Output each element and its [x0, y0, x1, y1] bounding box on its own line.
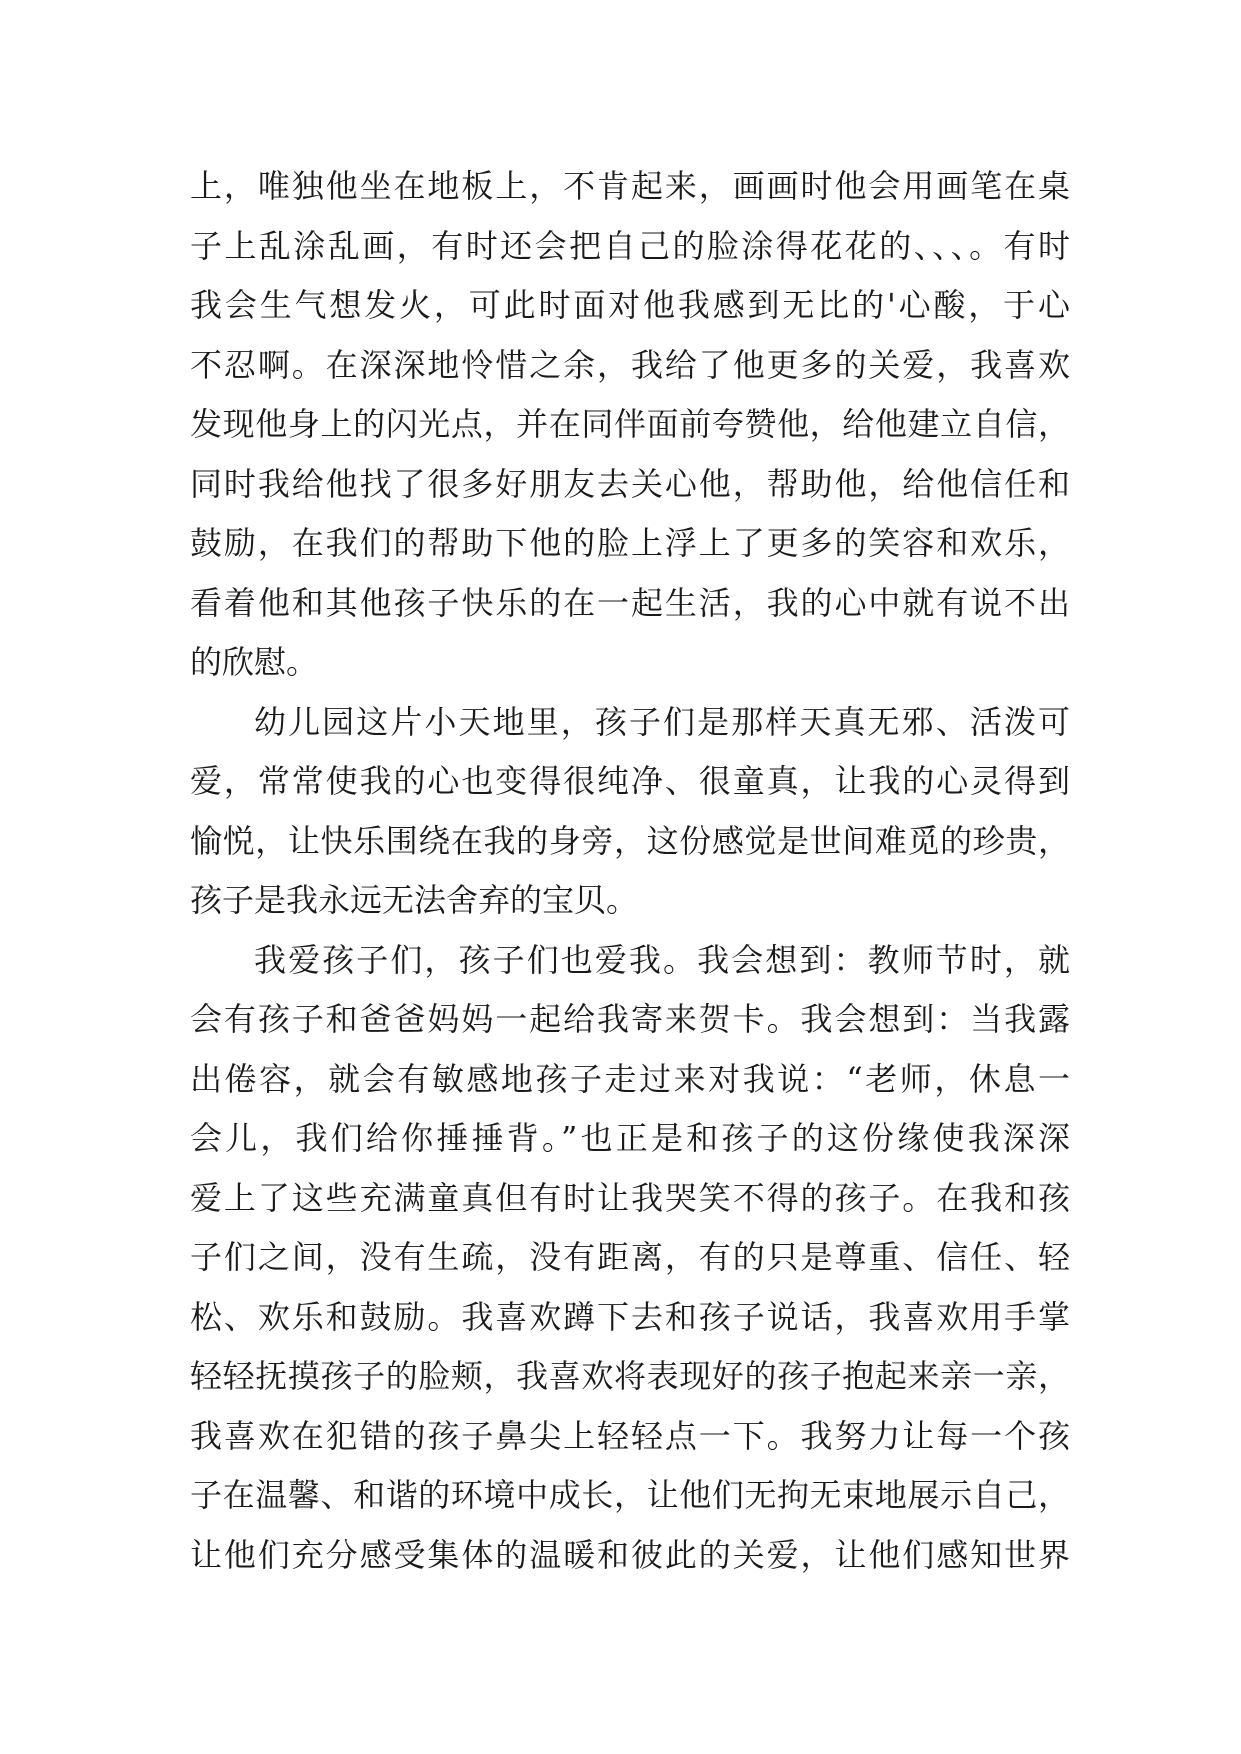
- text-line: 子在温馨、和谐的环境中成长，让他们无拘无束地展示自己，: [190, 1476, 1070, 1514]
- text-line: 发现他身上的闪光点，并在同伴面前夸赞他，给他建立自信，: [190, 405, 1070, 443]
- text-line: 出倦容，就会有敏感地孩子走过来对我说：“老师，休息一: [190, 1059, 1070, 1098]
- text-line: 子上乱涂乱画，有时还会把自己的脸涂得花花的、、、。有时: [190, 226, 1070, 265]
- text-line: 我会生气想发火，可此时面对他我感到无比的'心酸，于心: [190, 286, 1070, 324]
- text-line: 会儿，我们给你捶捶背。”也正是和孩子的这份缘使我深深: [190, 1119, 1070, 1157]
- text-line: 会有孩子和爸爸妈妈一起给我寄来贺卡。我会想到：当我露: [190, 1000, 1070, 1038]
- text-line: 同时我给他找了很多好朋友去关心他，帮助他，给他信任和: [190, 464, 1070, 503]
- text-line: 上，唯独他坐在地板上，不肯起来，画画时他会用画笔在桌: [190, 167, 1070, 205]
- text-line: 爱，常常使我的心也变得很纯净、很童真，让我的心灵得到: [190, 762, 1070, 800]
- text-line: 我喜欢在犯错的孩子鼻尖上轻轻点一下。我努力让每一个孩: [190, 1416, 1070, 1455]
- body-text: [190, 157, 1070, 1585]
- text-line: 鼓励，在我们的帮助下他的脸上浮上了更多的笑容和欢乐，: [190, 524, 1070, 562]
- text-line: 愉悦，让快乐围绕在我的身旁，这份感觉是世间难觅的珍贵，: [190, 821, 1070, 860]
- text-line: 看着他和其他孩子快乐的在一起生活，我的心中就有说不出: [190, 583, 1070, 622]
- text-line: 我爱孩子们，孩子们也爱我。我会想到：教师节时，就: [254, 940, 1070, 979]
- text-line: 让他们充分感受集体的温暖和彼此的关爱，让他们感知世界: [190, 1535, 1070, 1574]
- text-line: 幼儿园这片小天地里，孩子们是那样天真无邪、活泼可: [254, 702, 1070, 741]
- text-line: 的欣慰。: [190, 643, 319, 681]
- text-line: 松、欢乐和鼓励。我喜欢蹲下去和孩子说话，我喜欢用手掌: [190, 1297, 1070, 1336]
- text-line: 爱上了这些充满童真但有时让我哭笑不得的孩子。在我和孩: [190, 1178, 1070, 1217]
- text-line: 不忍啊。在深深地怜惜之余，我给了他更多的关爱，我喜欢: [190, 345, 1070, 384]
- text-line: 轻轻抚摸孩子的脸颊，我喜欢将表现好的孩子抱起来亲一亲，: [190, 1357, 1070, 1395]
- text-line: 孩子是我永远无法舍弃的宝贝。: [190, 881, 639, 919]
- text-line: 子们之间，没有生疏，没有距离，有的只是尊重、信任、轻: [190, 1238, 1070, 1276]
